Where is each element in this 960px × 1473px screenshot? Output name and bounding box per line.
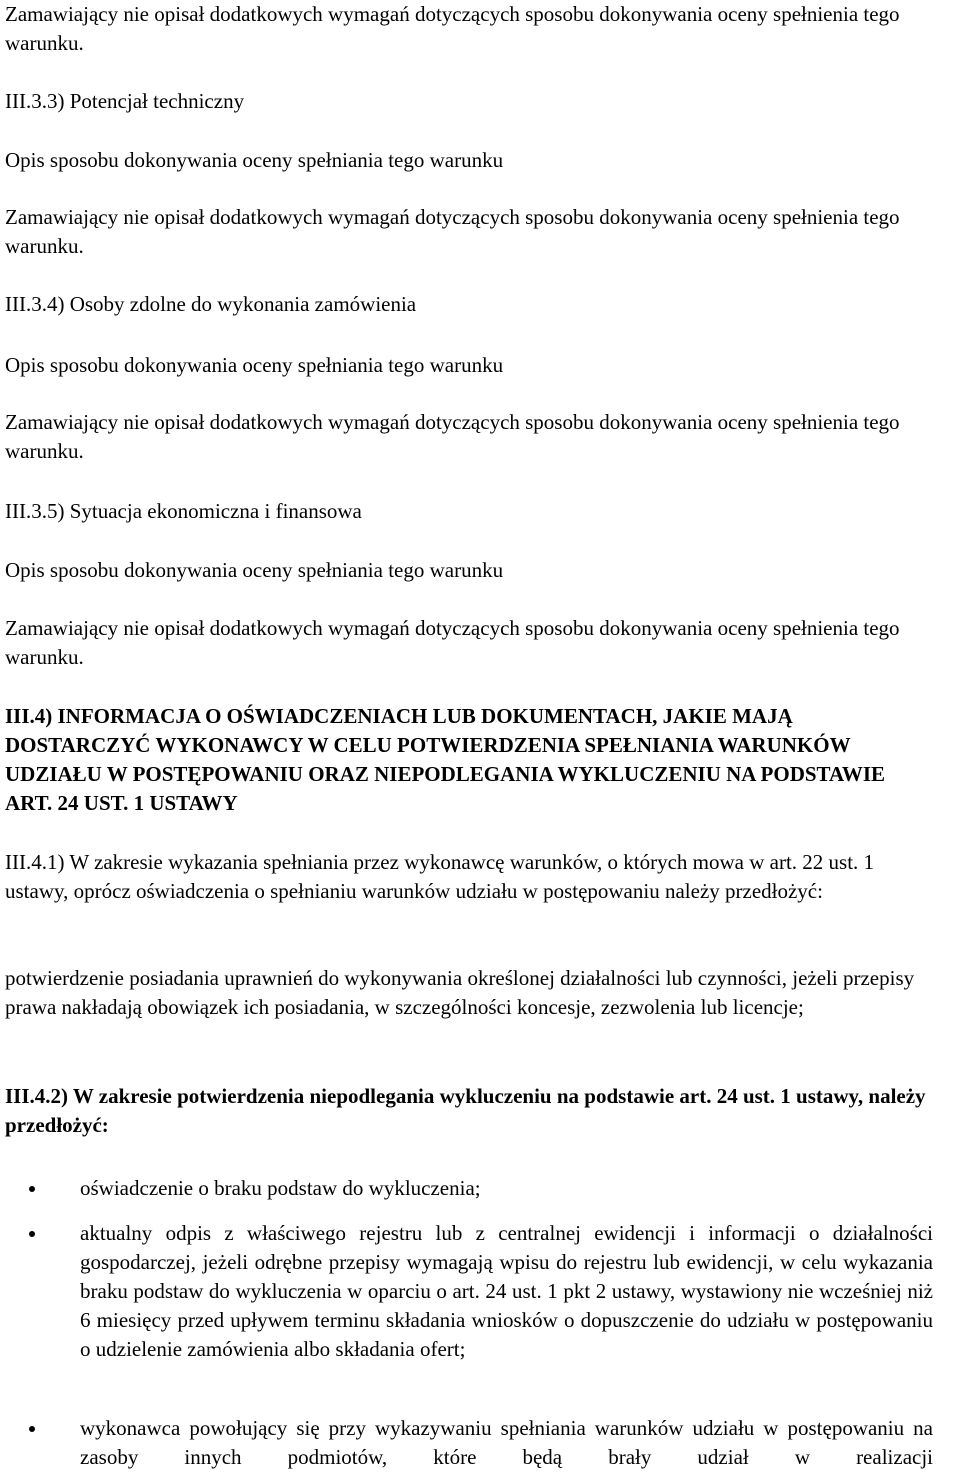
paragraph-permits [5,964,933,1022]
paragraph-iii-4-1 [5,848,933,906]
paragraph-text: potwierdzenie posiadania uprawnień do wykonywania określonej działalności lub czynności, jeżeli przepisy prawa nakładają obowiązek ich posiadania, w szczególności koncesje, zezwolenia lub licencje; [5,966,915,1019]
description-label-1 [5,146,933,175]
list-item-text: wykonawca powołujący się przy wykazywaniu spełniania warunków udziału w postępowaniu na zasoby innych podmiotów, które będą brały udział w realizacji [80,1416,933,1469]
section-heading-text: III.4.2) W zakresie potwierdzenia niepodlegania wykluczeniu na podstawie art. 24 ust. 1 ustawy, należy przedłożyć: [5,1084,926,1137]
heading-text: III.3.4) Osoby zdolne do wykonania zamówienia [5,292,417,316]
paragraph-text: III.4.1) W zakresie wykazania spełniania przez wykonawcę warunków, o których mowa w art. 22 ust. 1 ustawy, oprócz oświadczenia o spełnianiu warunków udziału w postępowaniu należy przedłożyć: [5,850,875,903]
paragraph-text: Zamawiający nie opisał dodatkowych wymagań dotyczących sposobu dokonywania oceny spełnienia tego warunku. [5,616,900,669]
section-heading-text: III.4) INFORMACJA O OŚWIADCZENIACH LUB DOKUMENTACH, JAKIE MAJĄ DOSTARCZYĆ WYKONAWCY W CELU POTWIERDZENIA SPEŁNIANIA WARUNKÓW UDZIAŁU W POSTĘPOWANIU ORAZ NIEPODLEGANIA WYKLUCZENIU NA PODSTAWIE ART. 24 UST. 1 USTAWY [5,704,886,815]
description-label-text: Opis sposobu dokonywania oceny spełniania tego warunku [5,148,504,172]
description-label-3 [5,556,933,585]
list-item-text: oświadczenie o braku podstaw do wykluczenia; [80,1176,481,1200]
paragraph-no-requirements-2 [5,203,933,261]
paragraph-text: Zamawiający nie opisał dodatkowych wymagań dotyczących sposobu dokonywania oceny spełnienia tego warunku. [5,205,900,258]
paragraph-no-requirements-1 [5,0,933,58]
description-label-2 [5,351,933,380]
heading-iii-4-2 [5,1082,933,1140]
paragraph-text: Zamawiający nie opisał dodatkowych wymagań dotyczących sposobu dokonywania oceny spełnienia tego warunku. [5,410,900,463]
list-item-text: aktualny odpis z właściwego rejestru lub z centralnej ewidencji i informacji o działalności gospodarczej, jeżeli odrębne przepisy wymagają wpisu do rejestru lub ewidencji, w celu wykazania braku podstaw do wykluczenia w oparciu o art. 24 ust. 1 pkt 2 ustawy, wystawiony nie wcześniej niż 6 miesięcy przed upływem terminu składania wniosków o dopuszczenie do udziału w postępowaniu o udzielenie zamówienia albo składania ofert; [80,1221,933,1361]
paragraph-no-requirements-4 [5,614,933,672]
heading-text: III.3.3) Potencjał techniczny [5,89,245,113]
heading-iii-3-5 [5,497,933,526]
bullet-icon [29,1231,35,1237]
paragraph-no-requirements-3 [5,408,933,466]
bullet-icon [29,1426,35,1432]
description-label-text: Opis sposobu dokonywania oceny spełniania tego warunku [5,353,504,377]
heading-iii-3-3 [5,87,933,116]
heading-text: III.3.5) Sytuacja ekonomiczna i finansowa [5,499,362,523]
paragraph-text: Zamawiający nie opisał dodatkowych wymagań dotyczących sposobu dokonywania oceny spełnienia tego warunku. [5,2,900,55]
heading-iii-4 [5,702,933,818]
bullet-icon [29,1186,35,1192]
description-label-text: Opis sposobu dokonywania oceny spełniania tego warunku [5,558,504,582]
heading-iii-3-4 [5,290,933,319]
